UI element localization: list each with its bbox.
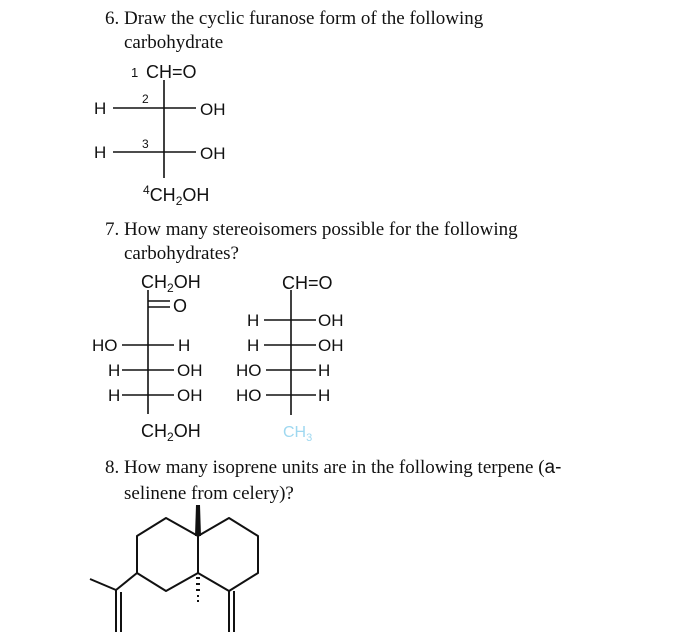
q7-right-r4-right: H — [318, 386, 331, 405]
q6-c2-oh: OH — [200, 100, 226, 119]
q8-wedge-bond — [195, 505, 201, 536]
q6-fischer-projection — [113, 80, 196, 178]
q7-left-top-group — [141, 272, 201, 295]
q7-right-r1-right: OH — [318, 311, 344, 330]
q7-prompt-line1: 7. How many stereoisomers possible for the following — [105, 219, 518, 240]
q7-left-r3-right: OH — [177, 386, 203, 405]
q7-left-r2-left: H — [108, 361, 121, 380]
q7-left-keto-o: O — [173, 296, 188, 316]
q7-right-bottom-ch: CH — [283, 424, 307, 441]
q6-c4-number: 4 — [143, 183, 150, 197]
q8-prompt-tail: a- — [544, 457, 562, 478]
q7-left-r3-left: H — [108, 386, 121, 405]
q8-selinene-structure — [90, 518, 258, 632]
q7-right-r4-left: HO — [236, 386, 262, 405]
q6-c2-h: H — [94, 99, 107, 118]
q7-right-r2-left: H — [247, 336, 260, 355]
q6-bottom-sub: 2 — [175, 194, 183, 208]
q6-bottom-group — [143, 183, 209, 208]
q6-bottom-ch: CH — [149, 185, 176, 205]
q7-left-top-oh: OH — [173, 272, 201, 292]
q7-left-r1-right: H — [178, 336, 191, 355]
q7-right-bottom-group — [283, 424, 312, 444]
q6-top-group: CH=O — [146, 62, 197, 82]
q7-right-bottom-sub: 3 — [306, 432, 313, 444]
q6-c1-number: 1 — [131, 65, 139, 80]
q7-left-bottom-group — [141, 421, 201, 444]
q7-left-bottom-sub: 2 — [167, 430, 174, 444]
q6-bottom-oh: OH — [182, 185, 210, 205]
q7-left-fischer — [122, 290, 174, 414]
q7-left-top-sub: 2 — [167, 281, 174, 295]
q8-prompt-line2: selinene from celery)? — [124, 483, 294, 504]
q7-right-fischer — [264, 290, 316, 415]
q7-right-top-group: CH=O — [282, 273, 333, 293]
q7-right-r1-left: H — [247, 311, 260, 330]
q6-prompt-line2: carbohydrate — [124, 32, 224, 53]
q7-left-r1-left: HO — [92, 336, 118, 355]
q6-c2-number: 2 — [142, 92, 149, 106]
q6-c3-number: 3 — [142, 137, 149, 151]
q7-right-r2-right: OH — [318, 336, 344, 355]
q6-c3-oh: OH — [200, 144, 226, 163]
q8-hashed-bond — [196, 578, 200, 601]
q7-left-bottom-oh: OH — [173, 421, 201, 441]
q7-left-top-ch: CH — [141, 272, 167, 292]
q7-prompt-line2: carbohydrates? — [124, 243, 239, 264]
q6-prompt-line1: 6. Draw the cyclic furanose form of the following — [105, 8, 484, 29]
q7-right-r3-left: HO — [236, 361, 262, 380]
q7-right-r3-right: H — [318, 361, 331, 380]
q8-prompt-text: 8. How many isoprene units are in the following terpene ( — [105, 457, 545, 478]
q7-left-bottom-ch: CH — [141, 421, 167, 441]
q7-left-r2-right: OH — [177, 361, 203, 380]
q6-c3-h: H — [94, 143, 107, 162]
